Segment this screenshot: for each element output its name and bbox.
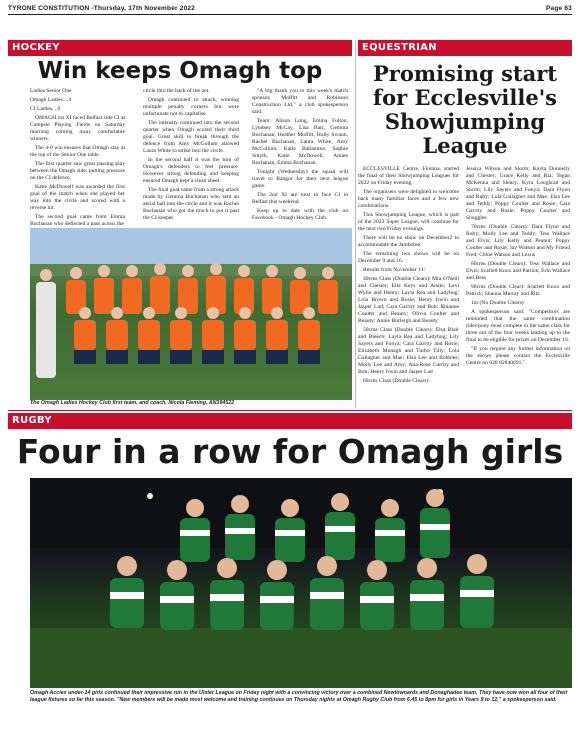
hockey-paragraph: The 2nd XI are next to face CI in Belfast this weekend. [252, 192, 348, 205]
rugby-team-photo [30, 478, 572, 688]
equestrian-paragraph: "If you require any further information on the shows please contact the Ecclesville Centre on 028 82840691." [466, 346, 570, 366]
equestrian-paragraph: 80cms (Double Clears): Tess Wallace and Elvis; Scarlett Knox and Patrick; Erin Wallace and Bess [466, 261, 570, 281]
hockey-paragraph: Omagh continued to attack, winning multiple penalty corners but were unfortunate not to capitalise. [143, 97, 239, 117]
hockey-photo-caption: The Omagh Ladies Hockey Club first team, and coach, Nicola Fleming. AN394522 [30, 400, 235, 406]
masthead-publication-date: TYRONE CONSTITUTION -Thursday, 17th November 2022 [8, 4, 196, 12]
hockey-team-illustration [30, 228, 352, 400]
hockey-team-photo [30, 228, 352, 400]
hockey-column-1 [30, 88, 125, 230]
hockey-paragraph: Team: Alison Long, Emma Fulton, Lyndsey McCay, Lisa Barr, Gemma Buchanan, Heather Moffitt, Holly Swann, Rachel Buchanan, Laura White, Amy McCollum, Katie Ballantine, Sophie Smyth, Katie McDowell, Aimee Buchanan, Emma Buchanan. [252, 118, 348, 166]
equestrian-paragraph: 40cms Class (Double Clears): Mia O'Neill and Chester; Ella Keys and Annie; Lexi Wylie and Henry; Layla Rea and Ladybug; Lola Brown and Rosie; Henry Irwin and Jasper Lad; Cara Garrity and Bob; Rhianne Coulter and Beauty; Olivia Coulter and Beauty; Annie Burleigh and Beauty [358, 276, 459, 324]
section-label-rugby: RUGBY [8, 413, 572, 429]
page-number: Page 63 [546, 4, 572, 12]
hockey-paragraph: The intensity continued into the second quarter when Omagh scored their third goal. Great skill to break through the defence from Amy McGollum allowed Laura White to strike into the circle. [143, 120, 239, 154]
hockey-paragraph: Ladies Senior One [30, 88, 72, 94]
equestrian-column-1 [358, 166, 459, 387]
rugby-photo-caption: Omagh Accies under-14 girls continued their impressive run in the Ulster League on Friday night with a convincing victory over a combined Newtownards and Donaghadee team. They have now won all four of their league fixtures so far this season. "New members will be made most welcome and training continues on Thursday nights at Omagh Rugby Club from 6.45 to 8pm for girls in Years 9 to 12," a spokesperson said. [30, 690, 568, 703]
equestrian-paragraph: ECCLESVILLE Centre, Fintona, started the final of their Showjumping Leagues for 2022 on Friday evening. [358, 166, 459, 186]
equestrian-paragraph: Jessica Wilson and Storm; Kayla Donnelly and Chester; Grace Kelly and Ria; Tegan McKenna and Henry; Kyra Loughran and Storm; Lily Sayers and Fonya; Dara Flynn and Ruby; Lola Gallagher and Mae; Elsa Lee and Teddy; Poppy Coulter and Rosie; Cara Garrity and Rosie; Poppy Coulter and Snuggles [466, 166, 570, 221]
hockey-paragraph: Tonight (Wednesday) the squad will travel to Bangor for their next league game. [252, 169, 348, 189]
section-label-equestrian: EQUESTRIAN [358, 40, 572, 56]
hockey-headline: Win keeps Omagh top [37, 58, 323, 84]
hockey-column-2 [143, 88, 239, 224]
hockey-paragraph: The second goal came from Emma Buchanan who deflected a pass across the [30, 214, 125, 227]
rugby-team-illustration [30, 478, 572, 688]
hockey-paragraph: Omagh Ladies....4 [30, 97, 72, 103]
section-divider [8, 410, 572, 411]
hockey-paragraph: circle into the back of the net. [143, 88, 210, 94]
equestrian-paragraph: 70cms (Double Clears): Dara Flynn and Ruby; Molly Lee and Teddy; Tess Wallace and Elvis; Lily Kelly and Peanut; Poppy Coulter and Rosie; Jay Watson and My Friend Fred; Chloe Watson and Lexus [466, 224, 570, 258]
hockey-paragraph: CI Ladies....0 [30, 106, 61, 112]
equestrian-paragraph: 1m (No Double Clears) [471, 300, 524, 306]
masthead-divider [8, 14, 572, 15]
equestrian-paragraph: A spokesperson said: "Competitors are reminded that the same combination rider/pony must compete in the same class for three out of the four weeks leading up to the final to be eligible for prizes on December 16. [466, 309, 570, 343]
hockey-paragraph: "A big thank you to this week's match sponsor, Moffitt and Robinson Construction Ltd," a club spokesperson said. [252, 88, 348, 115]
equestrian-paragraph: The remaining two shows will be on December 9 and 16. [358, 251, 459, 264]
section-label-hockey: HOCKEY [8, 40, 352, 56]
equestrian-paragraph: This Showjumping League, which is part of the 2022 Super League, will continue for the next two Friday evenings. [358, 212, 459, 232]
rugby-headline: Four in a row for Omagh girls [16, 432, 564, 471]
column-divider [355, 40, 356, 408]
equestrian-paragraph: There will be no show on December2 to accommodate the Jamboree. [358, 235, 459, 248]
hockey-paragraph: Keep up to date with the club on Facebook - Omagh Hockey Club. [252, 208, 348, 221]
equestrian-column-2 [466, 166, 570, 369]
equestrian-paragraph: 90cms (Double Clear): Scarlett Knox and Patrick; Shauna Murray and Ritz [466, 284, 570, 297]
hockey-paragraph: The final goal came from a strong attack made by Gemma Buchanan who sent an aerial ball into the circle and it was Rachel Buchanan who got the touch to put it past the CI keeper. [143, 187, 239, 221]
equestrian-headline: Promising start for Ecclesville's Showjumping League [372, 61, 558, 158]
hockey-column-3 [252, 88, 348, 224]
hockey-paragraph: In the second half it was the turn of Omagh's defenders to feel pressure. However strong defending and keeping ensured Omagh kept a clean sheet. [143, 157, 239, 184]
hockey-paragraph: The 4-0 win ensures that Omagh stay at the top of the Senior One table. [30, 145, 125, 158]
hockey-paragraph: Katie McDowell was awarded the first goal of the match when she played her way into the circle and scored with a reverse hit. [30, 184, 125, 211]
equestrian-paragraph: 60cms Class (Double Clears): [363, 378, 430, 384]
equestrian-paragraph: 50cms Class (Double Clears): Elsa Blair and Bleech; Layla Rea and Ladybug; Lily Sayers and Fonya; Cara Garrity and Rosie; Elizabeth Monagh and Turbo Tilly; Lola Gallagher and Mae; Elsa Lee and Bobbles; Molly Lee and Amy; Ana-Rose Garrity and Bob; Henry Irwin and Jasper Lad [358, 327, 459, 375]
equestrian-paragraph: The organisers were delighted to welcome back many familiar faces and a few new combinations. [358, 189, 459, 209]
hockey-paragraph: The first quarter saw great passing play between the Omagh side, putting pressure on the CI defence. [30, 161, 125, 181]
hockey-paragraph: OMAGH 1st XI faced Belfast side CI at Campsie Playing Fields on Saturday morning coming away comfortable winners. [30, 115, 125, 142]
equestrian-paragraph: Results from November 11: [363, 267, 426, 273]
